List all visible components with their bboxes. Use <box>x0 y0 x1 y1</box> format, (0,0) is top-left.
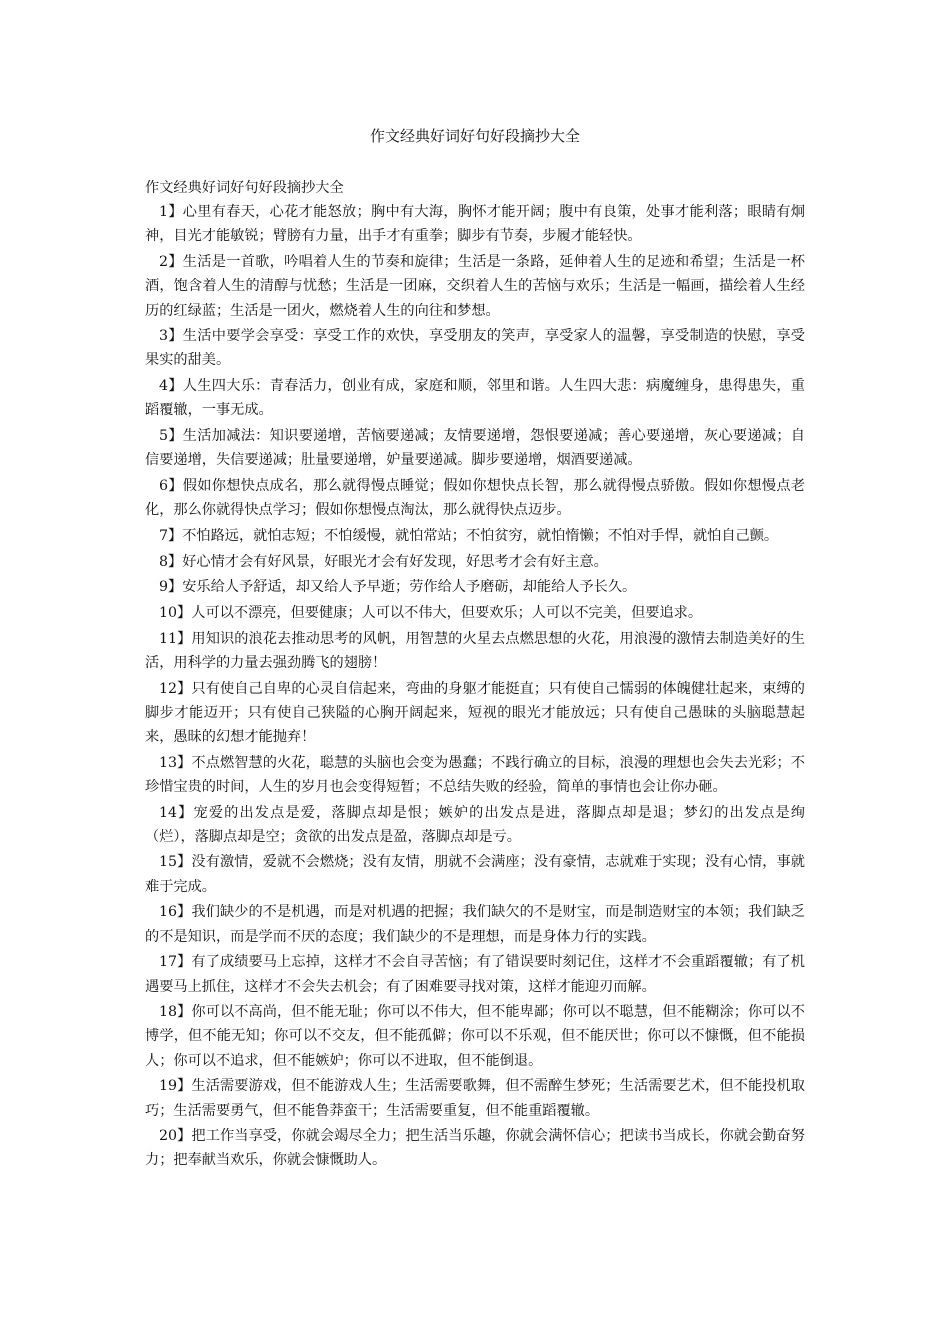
entry-text: 假如你想快点成名，那么就得慢点睡觉；假如你想快点长智，那么就得慢点骄傲。假如你想慢点老化，那么你就得快点学习；假如你想慢点淘汰，那么就得快点迈步。 <box>145 477 805 519</box>
entry-number: 15】 <box>159 854 192 871</box>
entry-text: 我们缺少的不是机遇，而是对机遇的把握；我们缺欠的不是财宝，而是制造财宝的本领；我们缺乏的不是知识，而是学而不厌的态度；我们缺少的不是理想，而是身体力行的实践。 <box>145 904 805 945</box>
entry-number: 16】 <box>159 904 192 921</box>
list-item <box>145 200 805 248</box>
entry-number: 12】 <box>159 680 192 697</box>
list-item <box>145 324 805 372</box>
entry-text: 你可以不高尚，但不能无耻；你可以不伟大，但不能卑鄙；你可以不聪慧，但不能糊涂；你可以不博学，但不能无知；你可以不交友，但不能孤僻；你可以不乐观，但不能厌世；你可以不慷慨，但不能损人；你可以不追求，但不能嫉妒；你可以不进取，但不能倒退。 <box>145 1004 805 1069</box>
intro-heading: 作文经典好词好句好段摘抄大全 <box>145 180 344 196</box>
entry-text: 人可以不漂亮，但要健康；人可以不伟大，但要欢乐；人可以不完美，但要追求。 <box>191 604 703 621</box>
entry-text: 心里有春天，心花才能怒放；胸中有大海，胸怀才能开阔；腹中有良策，处事才能利落；眼睛有炯神，目光才能敏锐；臂膀有力量，出手才有重拳；脚步有节奏，步履才能轻快。 <box>145 204 805 245</box>
entry-text: 安乐给人予舒适，却又给人予早逝；劳作给人予磨砺，却能给人予长久。 <box>182 579 637 596</box>
list-item <box>145 524 805 548</box>
entry-text: 只有使自己自卑的心灵自信起来，弯曲的身躯才能挺直；只有使自己懦弱的体魄健壮起来，束缚的脚步才能迈开；只有使自己狭隘的心胸开阔起来，短视的眼光才能放远；只有使自己愚昧的头脑聪慧起来，愚昧的幻想才能抛弃！ <box>145 680 805 745</box>
entry-text: 把工作当享受，你就会竭尽全力；把生活当乐趣，你就会满怀信心；把读书当成长，你就会勤奋努力；把奉献当欢乐，你就会慷慨助人。 <box>145 1128 805 1169</box>
entry-text: 生活是一首歌，吟唱着人生的节奏和旋律；生活是一条路，延伸着人生的足迹和希望；生活是一杯酒，饱含着人生的清醇与忧愁；生活是一团麻，交织着人生的苦恼与欢乐；生活是一幅画，描绘着人生经历的红绿蓝；生活是一团火，燃烧着人生的向往和梦想。 <box>145 254 805 319</box>
entry-number: 6】 <box>159 477 183 494</box>
entry-text: 好心情才会有好风景，好眼光才会有好发现，好思考才会有好主意。 <box>182 553 608 570</box>
list-item <box>145 801 805 849</box>
entry-number: 5】 <box>159 428 183 445</box>
entry-text: 有了成绩要马上忘掉，这样才不会自寻苦恼；有了错误要时刻记住，这样才不会重蹈覆辙；有了机遇要马上抓住，这样才不会失去机会；有了困难要寻找对策，这样才能迎刃而解。 <box>145 954 805 995</box>
document-body <box>145 176 805 1174</box>
entry-text: 生活需要游戏，但不能游戏人生；生活需要歌舞，但不需醉生梦死；生活需要艺术，但不能投机取巧；生活需要勇气，但不能鲁莽蛮干；生活需要重复，但不能重蹈覆辙。 <box>145 1078 805 1119</box>
entry-number: 7】 <box>159 527 183 544</box>
entry-number: 13】 <box>159 754 192 771</box>
entry-number: 10】 <box>159 604 192 621</box>
entry-number: 1】 <box>159 204 183 221</box>
entry-number: 17】 <box>159 954 192 971</box>
list-item <box>145 677 805 750</box>
entry-text: 没有激情，爱就不会燃烧；没有友情，朋就不会满座；没有豪情，志就难于实现；没有心情，事就难于完成。 <box>145 854 805 895</box>
list-item <box>145 950 805 998</box>
entry-number: 20】 <box>159 1128 192 1145</box>
list-item <box>145 474 805 522</box>
list-item <box>145 424 805 472</box>
entry-number: 8】 <box>159 553 183 570</box>
list-item <box>145 601 805 625</box>
list-item <box>145 627 805 675</box>
entry-number: 11】 <box>159 630 192 647</box>
entry-text: 宠爱的出发点是爱，落脚点却是恨；嫉妒的出发点是进，落脚点却是退；梦幻的出发点是绚（烂），落脚点却是空；贪欲的出发点是盈，落脚点却是亏。 <box>145 804 805 845</box>
list-item <box>145 751 805 799</box>
entry-number: 18】 <box>159 1004 192 1021</box>
list-item <box>145 850 805 898</box>
entry-text: 生活中要学会享受：享受工作的欢快，享受朋友的笑声，享受家人的温馨，享受制造的快慰，享受果实的甜美。 <box>145 328 805 369</box>
list-item <box>145 1124 805 1172</box>
entry-text: 人生四大乐：青春活力，创业有成，家庭和顺，邻里和谐。人生四大悲：病魔缠身，患得患失，重蹈覆辙，一事无成。 <box>145 378 805 419</box>
entry-number: 9】 <box>159 579 183 596</box>
entry-number: 19】 <box>159 1078 192 1095</box>
entry-list <box>145 200 805 1172</box>
entry-number: 4】 <box>159 378 183 395</box>
list-item <box>145 550 805 574</box>
entry-text: 生活加减法：知识要递增，苦恼要递减；友情要递增，怨恨要递减；善心要递增，灰心要递减；自信要递增，失信要递减；肚量要递增，妒量要递减。脚步要递增，烟酒要递减。 <box>145 428 805 469</box>
entry-number: 3】 <box>159 328 183 345</box>
document-title: 作文经典好词好句好段摘抄大全 <box>369 127 580 145</box>
list-item <box>145 900 805 948</box>
list-item <box>145 250 805 323</box>
entry-number: 14】 <box>159 804 194 821</box>
entry-text: 不怕路远，就怕志短；不怕缓慢，就怕常站；不怕贫穷，就怕惰懒；不怕对手悍，就怕自己颤。 <box>182 527 779 544</box>
list-item <box>145 1000 805 1073</box>
entry-text: 不点燃智慧的火花，聪慧的头脑也会变为愚蠢；不践行确立的目标，浪漫的理想也会失去光彩；不珍惜宝贵的时间，人生的岁月也会变得短暂；不总结失败的经验，简单的事情也会让你办砸。 <box>145 754 805 795</box>
list-item <box>145 374 805 422</box>
entry-number: 2】 <box>159 254 183 271</box>
list-item <box>145 1074 805 1122</box>
entry-text: 用知识的浪花去推动思考的风帆，用智慧的火星去点燃思想的火花，用浪漫的激情去制造美好的生活，用科学的力量去强劲腾飞的翅膀！ <box>145 630 805 671</box>
list-item <box>145 575 805 599</box>
